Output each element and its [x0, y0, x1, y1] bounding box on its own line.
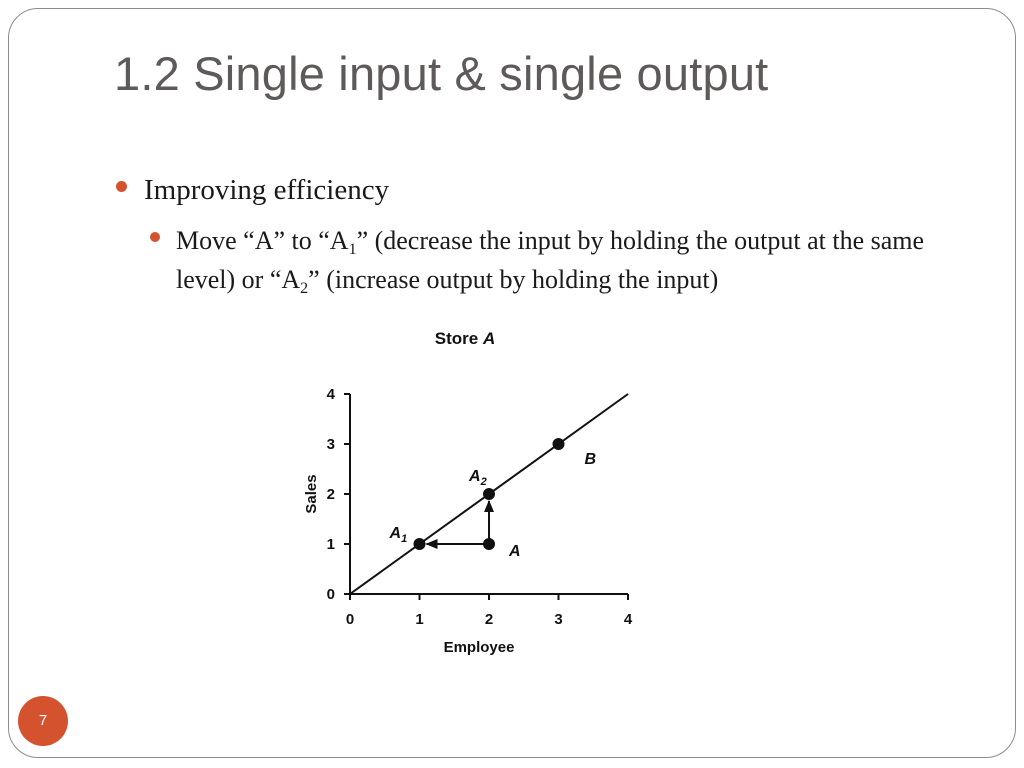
x-axis-label: Employee	[443, 639, 515, 656]
store-a-chart	[290, 315, 650, 665]
bullet-dot-icon	[116, 181, 127, 192]
y-tick-label: 1	[326, 536, 335, 553]
point-a1	[414, 538, 426, 550]
bullet-subscript-1: 1	[348, 241, 357, 258]
x-tick-label: 3	[554, 611, 563, 628]
point-label-a1: $A_1$	[389, 525, 408, 545]
chart-title: Store A	[434, 329, 496, 348]
bullet-text-part-2: ” (decrease the input by holding the output at the same level) or “A	[176, 226, 925, 294]
bullet-list	[116, 172, 946, 299]
y-tick-label: 2	[326, 486, 335, 503]
x-tick-label: 2	[484, 611, 494, 628]
slide-title: 1.2 Single input & single output	[114, 47, 769, 100]
point-label-b: B	[584, 451, 597, 468]
point-label-a2: $A_2$	[469, 468, 487, 488]
point-label-a: A	[509, 543, 521, 560]
x-tick-label: 0	[345, 611, 355, 628]
bullet-text-part-1: Move “A” to “A	[176, 226, 349, 255]
y-axis-label: Sales	[303, 474, 320, 514]
x-tick-label: 4	[623, 611, 633, 628]
bullet-dot-icon	[150, 232, 160, 242]
page-number-badge: 7	[18, 696, 68, 746]
bullet-item-level-2	[146, 221, 946, 299]
bullet-subscript-2: 2	[300, 280, 309, 297]
point-a2	[483, 488, 495, 500]
point-a	[483, 538, 495, 550]
bullet-text-part-3: ” (increase output by holding the input)	[308, 265, 719, 294]
x-tick-label: 1	[415, 611, 424, 628]
point-b	[553, 438, 565, 450]
bullet-text-improving-efficiency: Improving efficiency	[144, 174, 390, 206]
y-tick-label: 4	[326, 386, 335, 403]
y-tick-label: 0	[326, 586, 335, 603]
y-tick-label: 3	[326, 436, 335, 453]
bullet-item-level-1	[116, 172, 946, 208]
